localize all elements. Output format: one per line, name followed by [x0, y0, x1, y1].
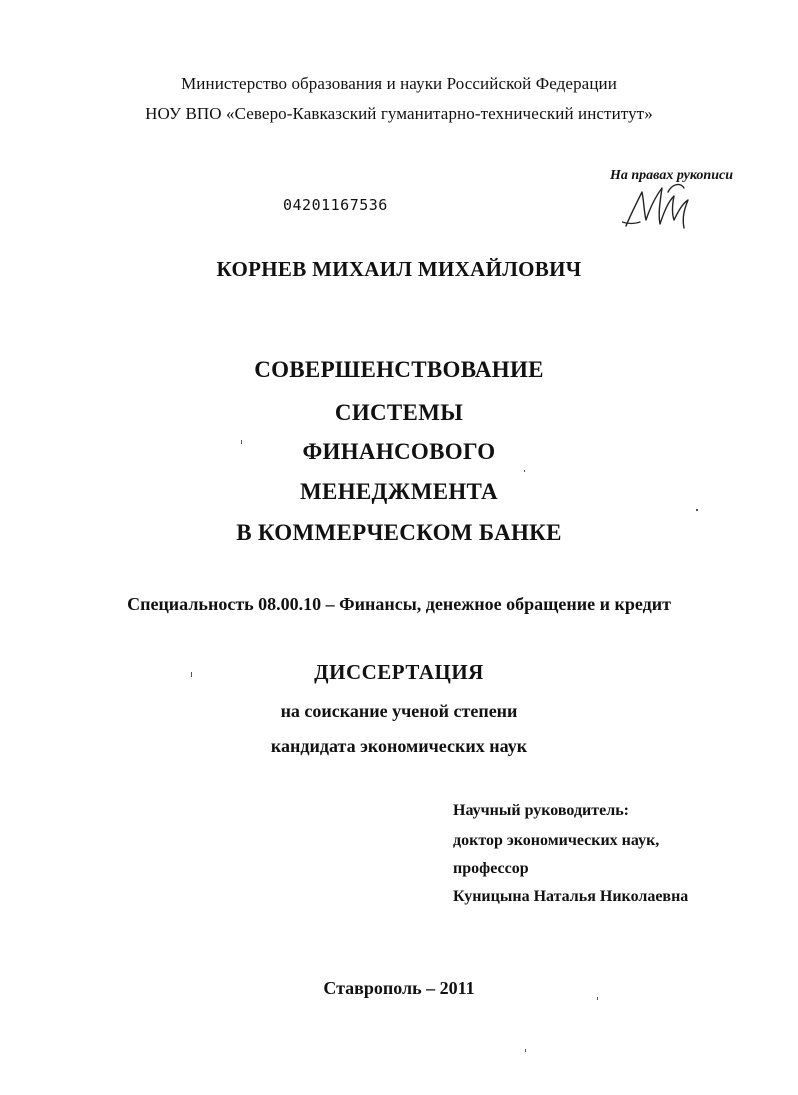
scan-speck: [597, 997, 598, 1000]
supervisor-label: Научный руководитель:: [453, 802, 629, 819]
title-line: МЕНЕДЖМЕНТА: [300, 479, 498, 504]
title-line: В КОММЕРЧЕСКОМ БАНКЕ: [236, 520, 562, 545]
scan-speck: [241, 440, 242, 444]
author-name: КОРНЕВ МИХАИЛ МИХАЙЛОВИЧ: [216, 257, 582, 281]
title-line: СИСТЕМЫ: [334, 400, 464, 425]
supervisor-name: Куницына Наталья Николаевна: [453, 888, 689, 905]
city-year: Ставрополь – 2011: [323, 978, 475, 998]
scan-speck: [191, 672, 192, 677]
degree-field: кандидата экономических наук: [270, 736, 528, 756]
degree-line: на соискание ученой степени: [280, 701, 518, 721]
supervisor-rank: профессор: [453, 860, 529, 877]
title-line: СОВЕРШЕНСТВОВАНИЕ: [254, 357, 544, 382]
scan-speck: [525, 1049, 526, 1052]
institute-name: НОУ ВПО «Северо-Кавказский гуманитарно-технический институт»: [145, 104, 653, 123]
specialty: Специальность 08.00.10 – Финансы, денежное обращение и кредит: [127, 594, 671, 614]
scan-speck: [696, 509, 698, 511]
scan-speck: [524, 470, 525, 472]
manuscript-note: На правах рукописи: [610, 168, 733, 183]
ministry-name: Министерство образования и науки Российской Федерации: [181, 74, 617, 93]
catalog-number: 04201167536: [283, 196, 388, 214]
signature-image: [622, 182, 702, 234]
title-line: ФИНАНСОВОГО: [302, 439, 496, 464]
dissertation-heading: ДИССЕРТАЦИЯ: [314, 660, 484, 684]
supervisor-degree: доктор экономических наук,: [453, 832, 660, 849]
